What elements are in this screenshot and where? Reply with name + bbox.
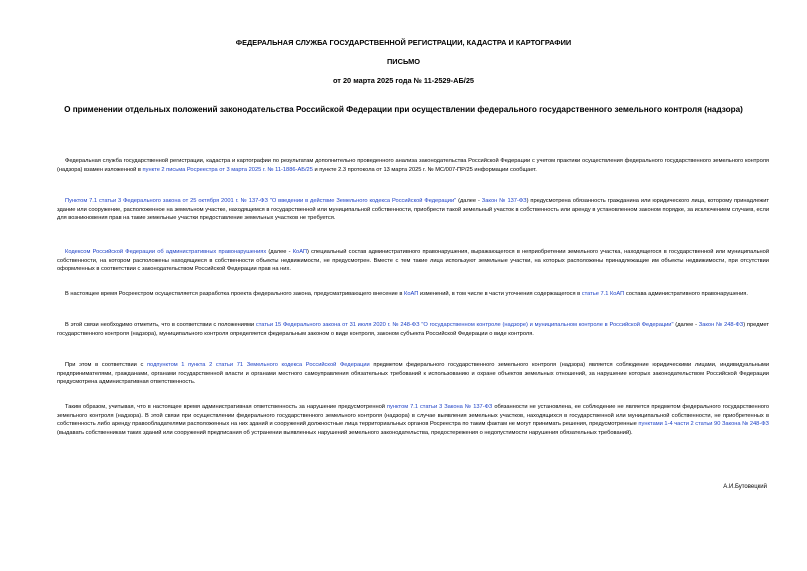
link-land-code-article-71[interactable]: подпунктом 1 пункта 2 статьи 71 Земельного кодекса Российской Федерации: [146, 362, 370, 368]
paragraph-1: Федеральная служба государственной регистрации, кадастра и картографии по результатам дополнительно проведенного анализа законодательства Российской Федерации с учетом практики осуществления федерального государственного земельного контроля (надзора) взамен изложенной в пункте 2 письма Росреестра от 3 марта 2025 г. № 11-1886-АБ/25 и пункте 2.3 протокола от 13 марта 2025 г. № МС/007-ПР/25 информации сообщает.: [57, 158, 769, 173]
paragraph-5: В этой связи необходимо отметить, что в соответствии с положениями статьи 15 Федерального закона от 31 июля 2020 г. № 248-ФЗ "О государственном контроле (надзоре) и муниципальном контроле в Российской Федерации" (далее - Закон № 248-ФЗ) предмет государственного контроля (надзора), муниципального контроля определяется федеральным законом о виде контроля, законом субъекта Российской Федерации о виде контроля.: [57, 322, 770, 337]
paragraph-7: Таким образом, учитывая, что в настоящее время административная ответственность за нарушение предусмотренной пунктом 7.1 статьи 3 Закона № 137-ФЗ обязанности не установлена, ее соблюдение не является предметом федерального государственного земельного контроля (надзора). В этой связи при осуществлении федерального государственного земельного контроля (надзора) в случае выявления земельных участков, находящихся в государственной или муниципальной собственности, не приобретенных в собственность либо аренду правообладателями расположенных на них зданий и сооружений должностные лица территориальных органов Росреестра по таким фактам не могут принимать решения, предусмотренные пунктами 1-4 части 2 статьи 90 Закона № 248-ФЗ (выдавать собственникам таких зданий или сооружений предписания об устранении выявленных нарушений земельного законодательства, предостережения о недопустимости нарушения обязательных требований).: [57, 404, 769, 436]
link-law-137[interactable]: Закон № 137-ФЗ: [481, 198, 527, 204]
link-law-137-point-7-1[interactable]: Пунктом 7.1 статьи 3 Федерального закона от 25 октября 2001 г. № 137-ФЗ "О введении в действие Земельного кодекса Российской Федерации": [65, 198, 457, 204]
link-law-248-article-15[interactable]: статьи 15 Федерального закона от 31 июля 2020 г. № 248-ФЗ "О государственном контроле (надзоре) и муниципальном контроле в Российской Федерации": [255, 322, 674, 328]
agency-name: ФЕДЕРАЛЬНАЯ СЛУЖБА ГОСУДАРСТВЕННОЙ РЕГИСТРАЦИИ, КАДАСТРА И КАРТОГРАФИИ: [235, 38, 572, 47]
link-koap[interactable]: КоАП: [292, 249, 308, 255]
link-koap-2[interactable]: КоАП: [404, 291, 419, 297]
link-koap-article-7-1[interactable]: статье 7.1 КоАП: [581, 291, 625, 297]
signature: А.И.Бутовецкий: [723, 484, 767, 490]
document-date-number: от 20 марта 2025 года № 11-2529-АБ/25: [332, 76, 475, 85]
paragraph-2: Пунктом 7.1 статьи 3 Федерального закона от 25 октября 2001 г. № 137-ФЗ "О введении в действие Земельного кодекса Российской Федерации" (далее - Закон № 137-ФЗ) предусмотрена обязанность гражданина или юридического лица, которому принадлежит здание или сооружение, расположенное на земельном участке, находящемся в государственной или муниципальной собственности, приобрести такой земельный участок в собственность или аренду в установленном законом порядке, за исключением случаев, если для возникновения прав на такие земельные участки предоставление земельных участков не требуется.: [57, 198, 770, 221]
paragraph-4: В настоящее время Росреестром осуществляется разработка проекта федерального закона, предусматривающего внесение в КоАП изменений, в том числе в части уточнения содержащегося в статье 7.1 КоАП состава административного правонарушения.: [65, 291, 748, 297]
document-type: ПИСЬМО: [387, 57, 420, 66]
paragraph-3: Кодексом Российской Федерации об административных правонарушениях (далее - КоАП) специальный состав административного правонарушения, выражающегося в неприобретении земельного участка, находящегося в государственной или муниципальной собственности, на котором расположены находящиеся в собственности объекты недвижимости, не предусмотрен. Вместе с тем такие лица используют земельные участки, на которых расположены принадлежащие им объекты недвижимости, при отсутствии оформленных в соответствии с законодательством Российской Федерации прав на них.: [57, 249, 770, 272]
document-title: О применении отдельных положений законодательства Российской Федерации при осуществлении федерального государственного земельного контроля (надзора): [64, 105, 743, 114]
link-law-248[interactable]: Закон № 248-ФЗ: [698, 322, 744, 328]
link-law-248-article-90[interactable]: пунктами 1-4 части 2 статьи 90 Закона № 248-ФЗ: [638, 421, 769, 427]
link-koap-code[interactable]: Кодексом Российской Федерации об административных правонарушениях: [65, 249, 267, 255]
link-letter-pункт-2[interactable]: пункте 2 письма Росреестра от 3 марта 2025 г. № 11-1886-АБ/25: [142, 166, 313, 173]
link-law-137-point-7-1-b[interactable]: пунктом 7.1 статьи 3 Закона № 137-ФЗ: [386, 404, 493, 410]
paragraph-6: При этом в соответствии с подпунктом 1 пункта 2 статьи 71 Земельного кодекса Российской Федерации предметом федерального государственного земельного контроля (надзора) является соблюдение юридическими лицами, индивидуальными предпринимателями, гражданами, органами государственной власти и органами местного самоуправления обязательных требований к использованию и охране объектов земельных отношений, за нарушение которых законодательством Российской Федерации предусмотрена административная ответственность.: [57, 362, 769, 385]
